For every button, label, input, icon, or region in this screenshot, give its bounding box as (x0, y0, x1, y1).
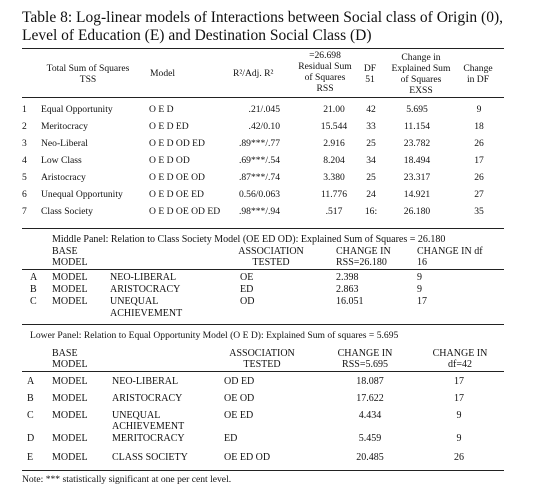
association-tested: OE (240, 272, 254, 283)
upper-top-rule (22, 48, 504, 49)
middle-panel-title: Middle Panel: Relation to Class Society Model (OE ED OD): Explained Sum of Squares = 26.180 (52, 234, 446, 245)
row-letter: B (27, 393, 34, 404)
change-in-rss: 16.051 (336, 296, 364, 307)
table-title-line-2: Level of Education (E) and Destination Social Class (D) (22, 27, 372, 44)
row-number: 6 (22, 189, 27, 200)
r2-value: .98***/.94 (238, 206, 280, 217)
middle-header-rule (22, 269, 504, 270)
table-note: Note: *** statistically significant at one per cent level. (22, 474, 232, 485)
model-name-line-2: ACHIEVEMENT (110, 308, 183, 319)
row-letter: A (30, 272, 38, 283)
change-in-df: 26 (454, 452, 464, 463)
tss-header: Total Sum of Squares TSS (46, 63, 130, 85)
r2-value: .69***/.54 (238, 155, 280, 166)
r2-value: .42/0.10 (248, 121, 280, 132)
change-in-rss: 4.434 (358, 410, 382, 421)
row-number: 5 (22, 172, 27, 183)
model-header: Model (150, 68, 176, 79)
base-model: MODEL (52, 433, 88, 444)
change-in-rss: 2.863 (336, 284, 359, 295)
change-in-rss: 5.459 (358, 433, 382, 444)
exss-header: Change in Explained Sum of Squares EXSS (391, 52, 451, 96)
row-letter: B (30, 284, 37, 295)
model-name: Low Class (41, 155, 82, 166)
model-name: Meritocracy (41, 121, 88, 132)
df-value: 16: (364, 206, 378, 217)
exss-value: 14.921 (403, 189, 431, 200)
row-letter: E (27, 452, 34, 463)
df-value: 34 (366, 155, 376, 166)
row-letter: C (27, 410, 34, 421)
row-number: 3 (22, 138, 27, 149)
lower-assoc-header: ASSOCIATION TESTED (229, 348, 295, 370)
df-value: 33 (366, 121, 376, 132)
lower-change-header: CHANGE IN RSS=5.695 (337, 348, 393, 370)
row-letter: A (27, 376, 35, 387)
base-model: MODEL (52, 296, 88, 307)
middle-bottom-rule (22, 324, 504, 325)
exss-value: 11.154 (403, 121, 431, 132)
base-model: MODEL (52, 272, 88, 283)
r2-value: 0.56/0.063 (238, 189, 280, 200)
middle-base-header: BASE MODEL (52, 246, 88, 268)
change-in-df: 17 (454, 376, 464, 387)
middle-change-header: CHANGE IN RSS=26.180 (336, 246, 391, 268)
row-letter: D (27, 433, 35, 444)
table-title-line-1: Table 8: Log-linear models of Interactions between Social class of Origin (0), (22, 9, 503, 26)
middle-chdf-header: CHANGE IN df 16 (417, 246, 483, 268)
change-df-header: Change in DF (463, 63, 493, 85)
model-terms: O E D OD ED (149, 138, 205, 149)
change-in-rss: 20.485 (356, 452, 384, 463)
model-name-line-2: ACHIEVEMENT (112, 421, 185, 432)
change-in-df: 9 (456, 433, 462, 444)
model-name: CLASS SOCIETY (112, 452, 188, 463)
lower-header-rule (22, 371, 504, 372)
model-name: MERITOCRACY (112, 433, 185, 444)
lower-base-header: BASE MODEL (52, 348, 88, 370)
exss-value: 18.494 (403, 155, 431, 166)
rss-value: 21.00 (323, 104, 345, 115)
model-name: Aristocracy (41, 172, 86, 183)
r2-value: .21/.045 (248, 104, 280, 115)
exss-value: 23.317 (403, 172, 431, 183)
change-in-df: 9 (417, 284, 422, 295)
association-tested: ED (240, 284, 254, 295)
lower-chdf-header: CHANGE IN df=42 (432, 348, 488, 370)
row-number: 7 (22, 206, 27, 217)
model-name: ARISTOCRACY (112, 393, 183, 404)
change-df-value: 27 (474, 189, 484, 200)
row-number: 4 (22, 155, 27, 166)
row-number: 2 (22, 121, 27, 132)
model-name: UNEQUAL (112, 410, 161, 421)
rss-header: =26.698 Residual Sum of Squares RSS (298, 50, 352, 94)
rss-value: 11.776 (320, 189, 348, 200)
upper-rows (22, 100, 504, 225)
r2-value: .87***/.74 (238, 172, 280, 183)
model-name: Neo-Liberal (41, 138, 88, 149)
change-in-df: 9 (417, 272, 422, 283)
change-in-rss: 2.398 (336, 272, 359, 283)
model-terms: O E D OD (149, 155, 190, 166)
df-header: DF 51 (363, 63, 377, 85)
rss-value: 3.380 (323, 172, 345, 183)
association-tested: ED (224, 433, 238, 444)
df-value: 42 (366, 104, 376, 115)
rss-value: 8.204 (323, 155, 345, 166)
lower-panel-title: Lower Panel: Relation to Equal Opportunity Model (O E D): Explained Sum of squares = 5.695 (30, 330, 399, 341)
association-tested: OE ED (224, 410, 254, 421)
association-tested: OE ED OD (224, 452, 271, 463)
model-name: Unequal Opportunity (41, 189, 123, 200)
upper-header-rule (22, 97, 504, 98)
change-in-rss: 17.622 (356, 393, 384, 404)
base-model: MODEL (52, 410, 88, 421)
model-terms: O E D ED (149, 121, 189, 132)
model-terms: O E D (149, 104, 174, 115)
model-terms: O E D OE OD ED (149, 206, 221, 217)
middle-assoc-header: ASSOCIATION TESTED (238, 246, 304, 268)
lower-bottom-rule (22, 470, 504, 471)
change-df-value: 26 (474, 172, 484, 183)
model-name: NEO-LIBERAL (110, 272, 177, 283)
model-terms: O E D OE ED (149, 189, 204, 200)
change-df-value: 26 (474, 138, 484, 149)
model-terms: O E D OE OD (149, 172, 205, 183)
exss-value: 26.180 (403, 206, 431, 217)
model-name: UNEQUAL (110, 296, 159, 307)
rss-value: 2.916 (323, 138, 345, 149)
exss-value: 5.695 (406, 104, 428, 115)
df-value: 24 (366, 189, 376, 200)
df-value: 25 (366, 138, 376, 149)
df-value: 25 (366, 172, 376, 183)
r2-value: .89***/.77 (238, 138, 280, 149)
change-in-df: 17 (417, 296, 427, 307)
association-tested: OE OD (224, 393, 255, 404)
change-in-rss: 18.087 (356, 376, 384, 387)
association-tested: OD ED (224, 376, 255, 387)
base-model: MODEL (52, 452, 88, 463)
change-df-value: 18 (474, 121, 484, 132)
row-letter: C (30, 296, 37, 307)
row-number: 1 (22, 104, 27, 115)
upper-bottom-rule (22, 228, 504, 229)
base-model: MODEL (52, 376, 88, 387)
change-in-df: 9 (456, 410, 462, 421)
rss-value: .517 (325, 206, 343, 217)
model-name: Equal Opportunity (41, 104, 113, 115)
model-name: ARISTOCRACY (110, 284, 181, 295)
change-df-value: 35 (474, 206, 484, 217)
change-df-value: 17 (474, 155, 484, 166)
exss-value: 23.782 (403, 138, 431, 149)
r2-header: R²/Adj. R² (233, 68, 274, 79)
base-model: MODEL (52, 393, 88, 404)
model-name: Class Society (41, 206, 93, 217)
association-tested: OD (240, 296, 255, 307)
rss-value: 15.544 (320, 121, 348, 132)
base-model: MODEL (52, 284, 88, 295)
model-name: NEO-LIBERAL (112, 376, 179, 387)
change-in-df: 17 (454, 393, 464, 404)
change-df-value: 9 (476, 104, 482, 115)
